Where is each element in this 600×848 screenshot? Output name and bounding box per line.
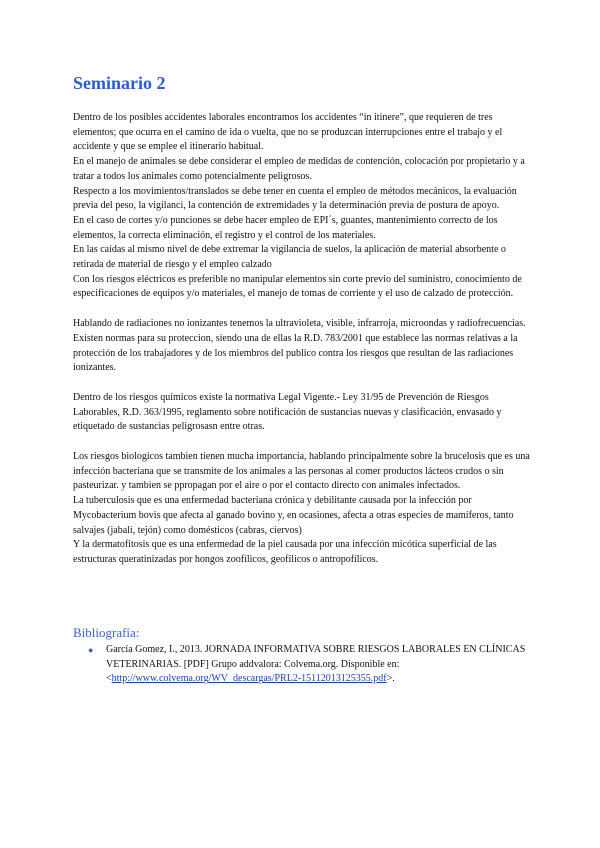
paragraph: Con los riesgos eléctricos es preferible no manipular elementos sin corte previo del suministro, conocimiento de especificaciones de equipos y/o materiales, el manejo de tomas de corriente y el uso de calzado de protección. — [73, 273, 522, 300]
bibliography-entry — [88, 643, 528, 687]
paragraph: Respecto a los movimientos/translados se debe tener en cuenta el empleo de métodos mecánicos, la evaluación previa del peso, la vigilanci, la contención de extremidades y la determinación previa de postura de apoyo. — [73, 185, 517, 212]
paragraph: Los riesgos biologicos tambien tienen mucha importancia, hablando principalmente sobre la brucelosis que es una infección bacteriana que se transmite de los animales a las personas al comer productos lácteos crudos o sin pasteurizar. y tambien se ppropagan por el aire o por el contacto directo con animales infectados. — [73, 451, 530, 492]
paragraph-spacer — [73, 435, 533, 450]
paragraph: Y la dermatofitosis que es una enfermedad de la piel causada por una infección micótica superficial de las estructuras queratinizadas por hongos zoofílicos, geofílicos o antropofílicos. — [73, 539, 497, 565]
document-body — [73, 111, 533, 568]
paragraph: Dentro de los posibles accidentes laborales encontramos los accidentes “in itinere”, que requieren de tres elementos; que ocurra en el camino de ida o vuelta, que no se produzcan interrupciones entre el trabajo y el accidente y que se emplee el itinerario habitual. — [73, 112, 503, 153]
page-title: Seminario 2 — [73, 73, 166, 93]
bibliography-list — [88, 643, 528, 687]
bibliography-entry-end: >. — [386, 673, 395, 685]
bibliography-heading: Bibliografía: — [73, 625, 140, 640]
paragraph: Hablando de radiaciones no ionizantes tenemos la ultravioleta, visible, infrarroja, microondas y radiofrecuencias. Existen normas para su proteccion, siendo una de ellas la R.D. 783/2001 que establece las normas relativas a la protección de los trabajadores y de los miembros del publico contra los riesgos que resultan de las radiaciones ionizantes. — [73, 318, 526, 374]
bibliography-link[interactable]: http://www.colvema.org/WV_descargas/PRL2-15112013125355.pdf — [111, 673, 387, 685]
paragraph: En el manejo de animales se debe considerar el empleo de medidas de contención, colocación por propietario y a tratar a todos los animales como potencialmente peligrosos. — [73, 156, 525, 182]
paragraph: La tuberculosis que es una enfermedad bacteriana crónica y debilitante causada por la infección por Mycobacterium bovis que afecta al ganado bovino y, en ocasiones, afecta a otras especies de mamíferos, tanto salvajes (jabalí, tejón) como domésticos (cabras, ciervos) — [73, 495, 514, 536]
paragraph-spacer — [73, 302, 533, 317]
paragraph: En las caídas al mismo nivel de debe extremar la vigilancia de suelos, la aplicación de material absorbente o retirada de material de riesgo y el empleo calzado — [73, 244, 506, 271]
paragraph: Dentro de los riesgos químicos existe la normativa Legal Vigente.- Ley 31/95 de Prevención de Riesgos Laborables, R.D. 363/1995, reglamento sobre notificación de sustancias nuevas y clasificación, envasado y etiquetado de sustancias peligrosasn entre otras. — [73, 391, 502, 433]
bibliography-entry-text: García Gomez, I., 2013. JORNADA INFORMATIVA SOBRE RIESGOS LABORALES EN CLÍNICAS VETERINARIAS. [PDF] Grupo addvalora: Colvema.org. Disponible en: < — [106, 644, 526, 685]
paragraph: En el caso de cortes y/o punciones se debe hacer empleo de EPI´s, guantes, mantenimiento correcto de los elementos, la correcta eliminación, el registro y el control de los materiales. — [73, 214, 498, 241]
bullet-icon: ● — [88, 645, 94, 655]
paragraph-spacer — [73, 376, 533, 391]
